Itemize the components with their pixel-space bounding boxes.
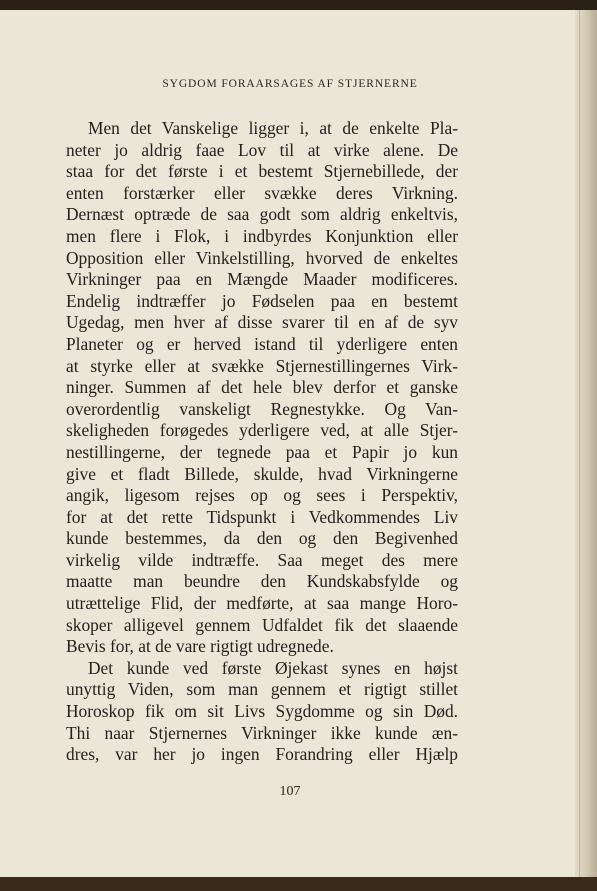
text-line: Thi naar Stjernernes Virkninger ikke kunde æn- [66, 722, 458, 743]
text-line: Opposition eller Vinkelstilling, hvorved de enkeltes [66, 247, 458, 268]
text-line: enten forstærker eller svække deres Virkning. [66, 182, 458, 203]
text-line: angik, ligesom rejses op og sees i Perspektiv, [66, 485, 458, 506]
text-line: utrættelige Flid, der medførte, at saa mange Horo- [66, 593, 458, 614]
text-line: nestillingerne, der tegnede paa et Papir jo kun [66, 441, 458, 462]
text-line: skeligheden forøgedes yderligere ved, at alle Stjer- [66, 420, 458, 441]
text-line: Bevis for, at de vare rigtigt udregnede. [66, 636, 334, 657]
text-line: staa for det første i et bestemt Stjernebillede, der [66, 161, 458, 182]
text-line: kunde bestemmes, da den og den Begivenhed [66, 528, 458, 549]
text-line: dres, var her jo ingen Forandring eller Hjælp [66, 744, 458, 765]
paragraph [66, 658, 458, 766]
text-line: men flere i Flok, i indbyrdes Konjunktion eller [66, 225, 458, 246]
text-line: ninger. Summen af det hele blev derfor et ganske [66, 377, 458, 398]
scan-bottom-border [0, 877, 597, 891]
text-line: Horoskop fik om sit Livs Sygdomme og sin Død. [66, 701, 458, 722]
page-edge-shadow [575, 10, 597, 878]
text-line: overordentlig vanskeligt Regnestykke. Og Van- [66, 398, 458, 419]
text-line: give et fladt Billede, skulde, hvad Virkningerne [66, 463, 458, 484]
page-number: 107 [279, 784, 301, 799]
text-line: Virkninger paa en Mængde Maader modificeres. [66, 269, 458, 290]
text-line: virkelig vilde indtræffe. Saa meget des mere [66, 549, 458, 570]
text-line: for at det rette Tidspunkt i Vedkommendes Liv [66, 506, 458, 527]
text-line: Ugedag, men hver af disse svarer til en af de syv [66, 312, 458, 333]
text-line: Dernæst optræde de saa godt som aldrig enkeltvis, [66, 204, 458, 225]
text-line: Det kunde ved første Øjekast synes en højst [88, 657, 458, 678]
text-line: Men det Vanskelige ligger i, at de enkelte Pla- [88, 118, 458, 138]
text-line: Endelig indtræffer jo Fødselen paa en bestemt [66, 290, 458, 311]
text-line: neter jo aldrig faae Lov til at virke alene. De [66, 139, 458, 160]
text-line: maatte man beundre den Kundskabsfylde og [66, 571, 458, 592]
text-line: at styrke eller at svække Stjernestillingernes Virk- [66, 355, 458, 376]
text-line: unyttig Viden, som man gennem et rigtigt stillet [66, 679, 458, 700]
body-text [66, 118, 458, 766]
running-head: SYGDOM FORAARSAGES AF STJERNERNE [162, 78, 418, 90]
text-line: Planeter og er herved istand til yderligere enten [66, 333, 458, 354]
book-page [0, 10, 597, 878]
text-line: skoper alligevel gennem Udfaldet fik det slaaende [66, 614, 458, 635]
paragraph [66, 118, 458, 658]
